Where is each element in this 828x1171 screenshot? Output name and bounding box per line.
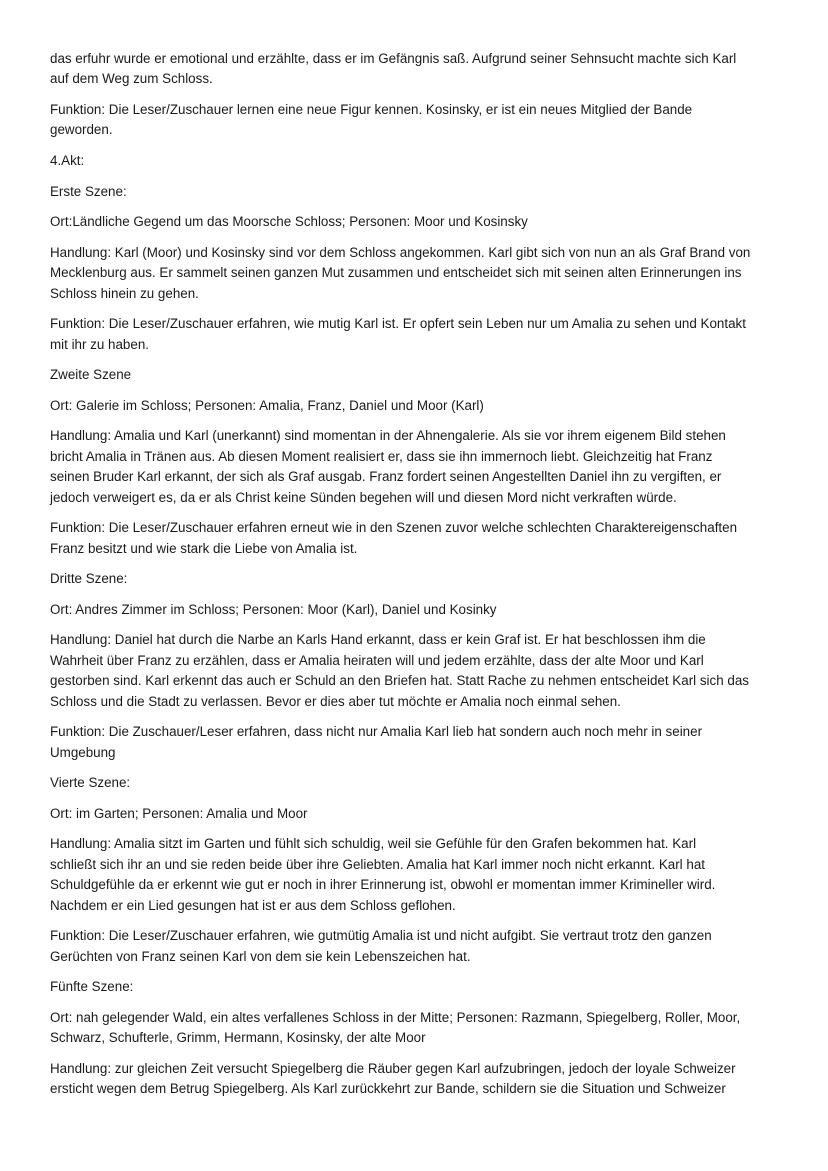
scene-1-function: Funktion: Die Leser/Zuschauer erfahren, wie mutig Karl ist. Er opfert sein Leben nur um Amalia zu sehen und Kontakt mit ihr zu haben.	[50, 316, 746, 352]
scene-heading-4: Vierte Szene:	[50, 775, 131, 791]
scene-4-plot: Handlung: Amalia sitzt im Garten und fühlt sich schuldig, weil sie Gefühle für den Grafen bekommen hat. Karl schließt sich ihr an und sie reden beide über ihre Geliebten. Amalia hat Karl immer noch nicht erkannt. Karl hat Schuldgefühle da er erkennt wie gut er noch in ihrer Erinnerung ist, obwohl er momentan immer Krimineller wird. Nachdem er ein Lied gesungen hat ist er aus dem Schloss geflohen.	[50, 836, 716, 913]
paragraph-continuation: das erfuhr wurde er emotional und erzählte, dass er im Gefängnis saß. Aufgrund seiner Sehnsucht machte sich Karl auf dem Weg zum Schloss.	[50, 51, 737, 87]
scene-3-plot: Handlung: Daniel hat durch die Narbe an Karls Hand erkannt, dass er kein Graf ist. Er hat beschlossen ihm die Wahrheit über Franz zu erzählen, dass er Amalia heiraten will und jedem erzählte, dass der alte Moor und Karl gestorben sind. Karl erkennt das auch er Schuld an den Briefen hat. Statt Rache zu nehmen entscheidet Karl sich das Schloss und die Stadt zu verlassen. Bevor er dies aber tut möchte er Amalia noch einmal sehen.	[50, 632, 749, 709]
scene-heading-5: Fünfte Szene:	[50, 979, 134, 995]
scene-3-location: Ort: Andres Zimmer im Schloss; Personen: Moor (Karl), Daniel und Kosinky	[50, 601, 497, 617]
scene-heading-1: Erste Szene:	[50, 183, 127, 199]
scene-heading-3: Dritte Szene:	[50, 571, 128, 587]
scene-1-plot: Handlung: Karl (Moor) und Kosinsky sind vor dem Schloss angekommen. Karl gibt sich von nun an als Graf Brand von Mecklenburg aus. Er sammelt seinen ganzen Mut zusammen und entscheidet sich mit seinen alten Erinnerungen ins Schloss hinein zu gehen.	[50, 244, 751, 301]
scene-heading-2: Zweite Szene	[50, 367, 132, 383]
scene-5-location: Ort: nah gelegender Wald, ein altes verfallenes Schloss in der Mitte; Personen: Razmann, Spiegelberg, Roller, Moor, Schwarz, Schufterle, Grimm, Hermann, Kosinsky, der alte Moor	[50, 1009, 741, 1046]
scene-1-location: Ort:Ländliche Gegend um das Moorsche Schloss; Personen: Moor und Kosinsky	[50, 214, 528, 230]
document-page	[50, 49, 783, 1110]
scene-4-function: Funktion: Die Leser/Zuschauer erfahren, wie gutmütig Amalia ist und nicht aufgibt. Sie vertraut trotz den ganzen Gerüchten von Franz seinen Karl von dem sie kein Lebenszeichen hat.	[50, 928, 712, 964]
scene-2-plot: Handlung: Amalia und Karl (unerkannt) sind momentan in der Ahnengalerie. Als sie vor ihrem eigenem Bild stehen bricht Amalia in Tränen aus. Ab diesen Moment realisiert er, dass sie ihn immernoch liebt. Gleichzeitig hat Franz seinen Bruder Karl erkannt, der sich als Graf ausgab. Franz fordert seinen Angestellten Daniel ihn zu vergiften, er jedoch verweigert es, da er als Christ keine Sünden begehen will und diesen Mord nicht verkraften würde.	[50, 428, 726, 505]
scene-2-location: Ort: Galerie im Schloss; Personen: Amalia, Franz, Daniel und Moor (Karl)	[50, 397, 484, 413]
scene-3-function: Funktion: Die Zuschauer/Leser erfahren, dass nicht nur Amalia Karl lieb hat sondern auch noch mehr in seiner Umgebung	[50, 724, 703, 760]
scene-4-location: Ort: im Garten; Personen: Amalia und Moor	[50, 805, 308, 821]
act-heading: 4.Akt:	[50, 153, 85, 168]
scene-5-plot: Handlung: zur gleichen Zeit versucht Spiegelberg die Räuber gegen Karl aufzubringen, jedoch der loyale Schweizer ersticht wegen dem Betrug Spiegelberg. Als Karl zurückkehrt zur Bande, schildern sie die Situation und Schweizer	[50, 1060, 736, 1097]
scene-2-function: Funktion: Die Leser/Zuschauer erfahren erneut wie in den Szenen zuvor welche schlechten Charaktereigenschaften Franz besitzt und wie stark die Liebe von Amalia ist.	[50, 520, 738, 556]
paragraph-function: Funktion: Die Leser/Zuschauer lernen eine neue Figur kennen. Kosinsky, er ist ein neues Mitglied der Bande geworden.	[50, 102, 693, 138]
